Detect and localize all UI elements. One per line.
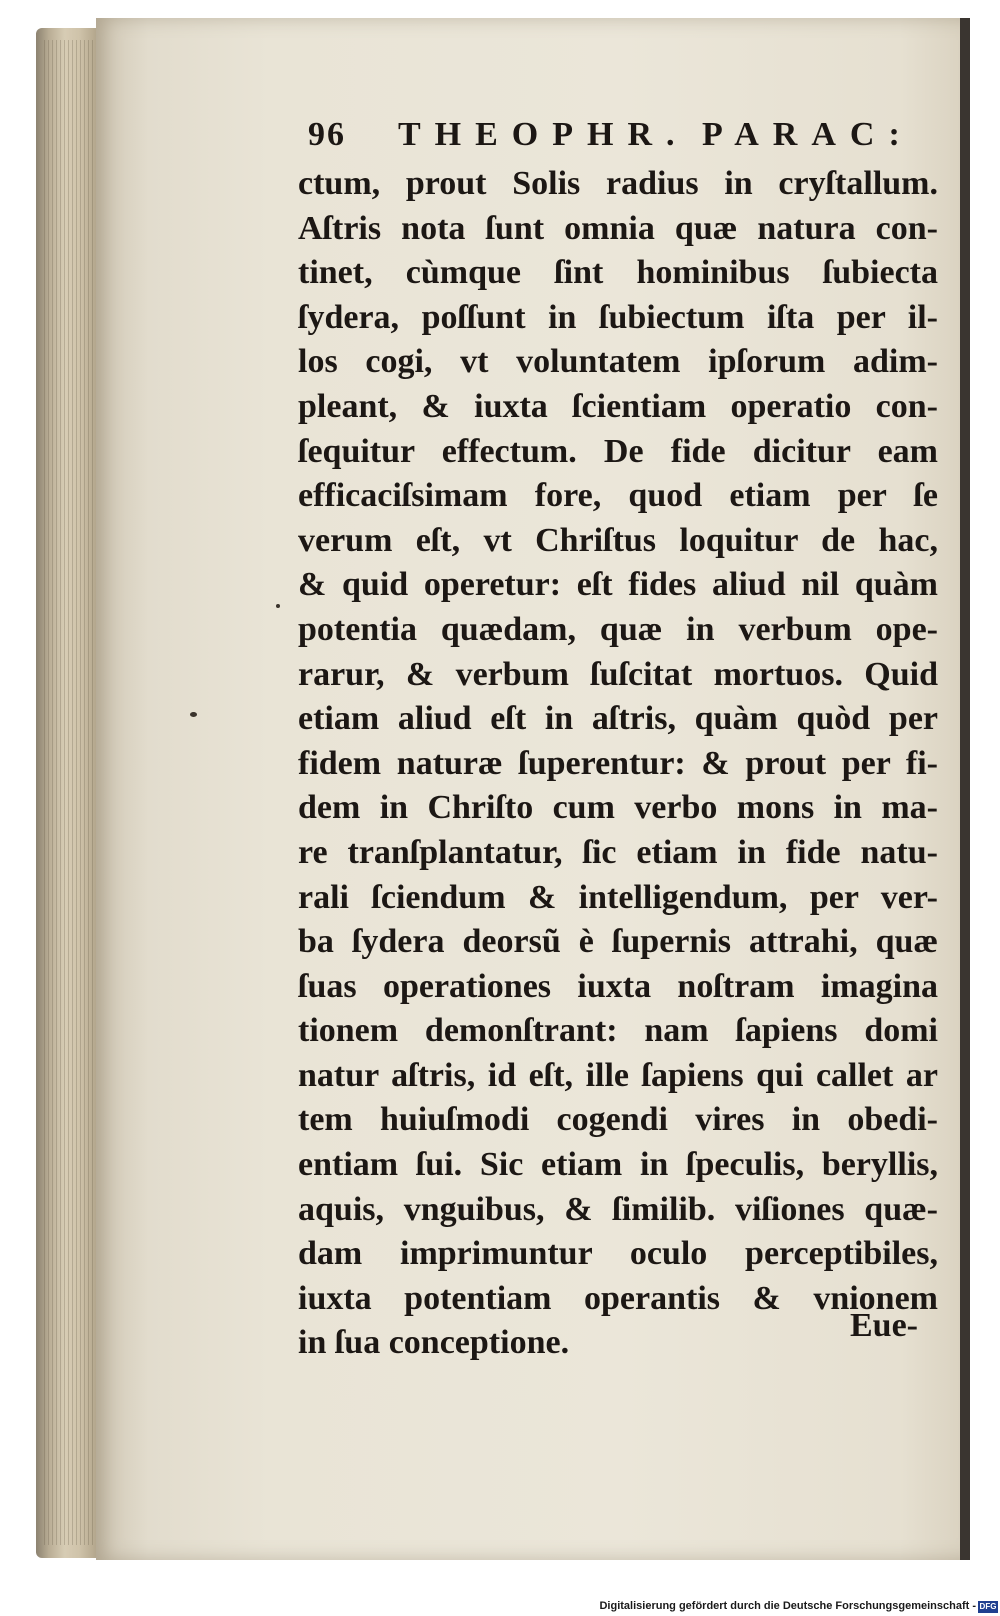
ink-speck: [276, 604, 280, 608]
text-line: tem huiuſmodi cogendi vires in obedi-: [298, 1101, 938, 1139]
text-line: ſuas operationes iuxta noſtram imagina: [298, 967, 938, 1005]
text-line: re tranſplantatur, ſic etiam in fide natu-: [298, 833, 938, 871]
text-line: natur aſtris, id eſt, ille ſapiens qui callet ar: [298, 1056, 938, 1094]
text-line: iuxta potentiam operantis & vnionem: [298, 1279, 938, 1317]
running-head: [298, 108, 950, 162]
text-line: pleant, & iuxta ſcientiam operatio con-: [298, 387, 938, 425]
running-title: THEOPHR.: [398, 116, 689, 153]
text-block: [298, 108, 950, 1366]
digitization-credit: Digitalisierung gefördert durch die Deutsche Forschungsgemeinschaft -: [599, 1600, 976, 1612]
catchword: Eue-: [850, 1307, 918, 1344]
text-line: ſequitur effectum. De fide dicitur eam: [298, 432, 938, 470]
dfg-logo: DFG: [979, 1602, 997, 1611]
text-line: tinet, cùmque ſint hominibus ſubiecta: [298, 254, 938, 292]
text-line: etiam aliud eſt in aſtris, quàm quòd per: [298, 700, 938, 738]
ink-speck: [190, 712, 197, 717]
text-line: dem in Chriſto cum verbo mons in ma-: [298, 789, 938, 827]
text-line: verum eſt, vt Chriſtus loquitur de hac,: [298, 521, 938, 559]
text-line: tionem demonſtrant: nam ſapiens domi: [298, 1012, 938, 1050]
running-title-author: PARAC:: [702, 116, 914, 153]
text-line: dam imprimuntur oculo perceptibiles,: [298, 1235, 938, 1273]
text-line: los cogi, vt voluntatem ipſorum adim-: [298, 343, 938, 381]
body-text: [298, 162, 950, 1366]
text-line: ba ſydera deorsũ è ſupernis attrahi, quæ: [298, 923, 938, 961]
page-number: 96: [308, 116, 346, 153]
gutter-shadow: [960, 18, 970, 1560]
text-line: rarur, & verbum ſuſcitat mortuos. Quid: [298, 655, 938, 693]
text-line: rali ſciendum & intelligendum, per ver-: [298, 878, 938, 916]
text-line: entiam ſui. Sic etiam in ſpeculis, beryllis,: [298, 1146, 938, 1184]
text-line: Aſtris nota ſunt omnia quæ natura con-: [298, 209, 938, 247]
book-page-edge-lines: [44, 40, 102, 1545]
text-line: ſydera, poſſunt in ſubiectum iſta per il-: [298, 298, 938, 336]
text-line: & quid operetur: eſt fides aliud nil quàm: [298, 566, 938, 604]
text-line: aquis, vnguibus, & ſimilib. viſiones quæ-: [298, 1190, 938, 1228]
text-line: fidem naturæ ſuperentur: & prout per fi-: [298, 744, 938, 782]
text-line: potentia quædam, quæ in verbum ope-: [298, 610, 938, 648]
text-line: efficaciſsimam fore, quod etiam per ſe: [298, 477, 938, 515]
text-line: in ſua conceptione.: [298, 1324, 570, 1362]
text-line: ctum, prout Solis radius in cryſtallum.: [298, 165, 938, 202]
